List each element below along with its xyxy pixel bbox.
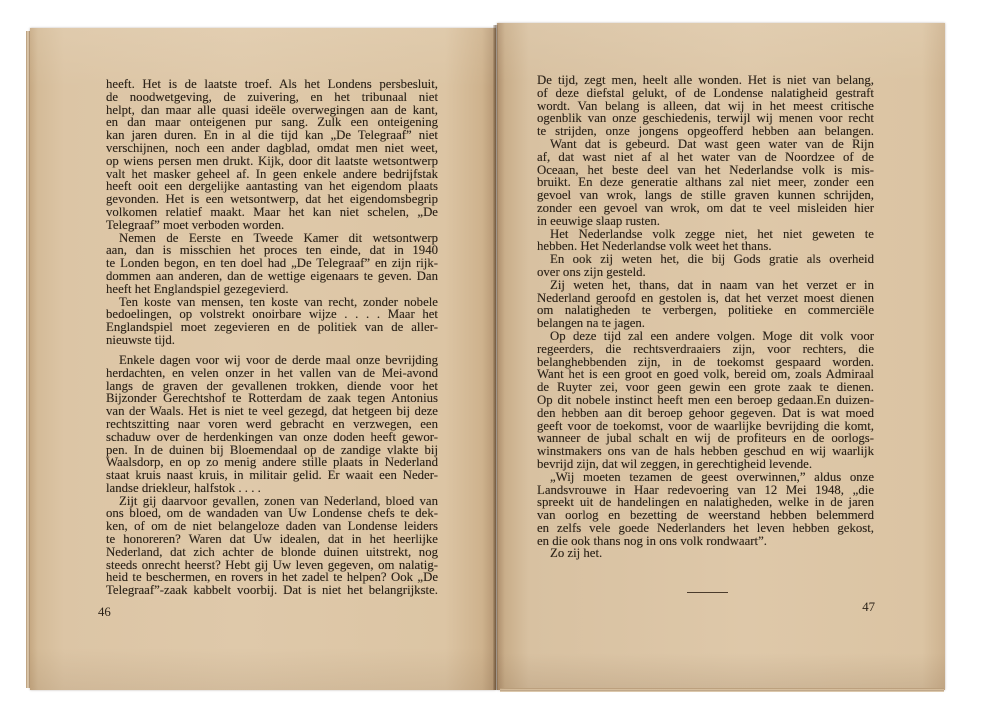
text-line: Nemen de Eerste en Tweede Kamer dit wetsontwerp <box>119 230 438 245</box>
text-line: of deze diefstal gelukt, of de Londense nalatigheid gestraft <box>537 85 874 100</box>
text-line: Oceaan, het beste deel van het Nederlandse volk is mis- <box>537 162 874 177</box>
page-left <box>30 28 496 690</box>
text-line: winstmakers ons van de hals hebben geschud en wij waarlijk <box>537 444 874 459</box>
text-line: belangen na te jagen. <box>537 316 646 331</box>
text-line: te honoreren? Waren dat Uw idealen, dat in het heerlijke <box>106 532 438 547</box>
text-line: langs de graven der gevallenen trokken, diende voor het <box>106 378 438 393</box>
paragraph <box>537 228 874 254</box>
text-line: Zo zij het. <box>550 546 603 561</box>
text-line: de noodwetgeving, de zuivering, en het tribunaal niet <box>106 89 438 104</box>
text-line: zonder een gevoel van wrok, om dat te veel misleiden hier <box>537 200 874 215</box>
text-line: en zelfs vele goede Nederlanders het leven hebben gekost, <box>537 520 874 535</box>
paragraph <box>106 232 438 296</box>
text-line: Het Nederlandse volk zegge niet, het niet geweten te <box>550 226 874 241</box>
book-spine <box>493 25 498 690</box>
text-line: nieuwste tijd. <box>106 332 175 347</box>
text-line: ogenblik van onze geschiedenis, terwijl wij menen voor recht <box>537 111 874 126</box>
text-line: De tijd, zegt men, heelt alle wonden. Het is niet van belang, <box>537 73 874 87</box>
text-line: verschijnen, noch een ander dagblad, omdat men niet weet, <box>106 140 438 155</box>
text-line: Landsvrouwe in Haar redevoering van 12 Mei 1948, „die <box>537 482 874 497</box>
text-line: spreekt uit de handelingen en nalatigheden, welke in de jaren <box>537 495 874 510</box>
text-line: op wiens persen men drukt. Kijk, door dit laatste wetsontwerp <box>106 153 438 168</box>
text-line: om nalatigheden te verbergen, politieke en commerciële <box>537 303 874 318</box>
text-line: geeft voor de toekomst, voor de waarlijke bevrijding die komt, <box>537 418 874 433</box>
text-line: van der Waals. Het is niet te veel gezegd, dat hetgeen bij deze <box>106 404 438 419</box>
text-line: heeft het Englandspiel gezegevierd. <box>106 281 289 296</box>
text-line: heeft ooit een dergelijke aantasting van het eigendom plaats <box>106 179 438 194</box>
text-line: af, dat wast niet af al het water van de Noordzee of de <box>537 149 874 164</box>
text-line: landse driekleur, halfstok . . . . <box>106 480 261 495</box>
text-line: volkomen relatief maakt. Maar het kan niet schelen, „De <box>106 204 438 219</box>
paragraph <box>537 330 874 471</box>
text-line: wanneer de jubal schalt en wij de profiteurs en de oorlogs- <box>537 431 874 446</box>
text-line: Enkele dagen voor wij voor de derde maal onze bevrijding <box>119 352 438 367</box>
text-line: regeerders, die rechtsverdraaiers zijn, voor rechters, die <box>537 341 874 356</box>
text-line: schaduw over de herdenkingen van onze doden heeft gewor- <box>106 429 438 444</box>
text-line: heeft. Het is de laatste troef. Als het Londens persbesluit, <box>106 77 438 91</box>
page-right <box>497 23 945 690</box>
text-line: pen. In de duinen bij Bloemendaal op de zandige vlakte bij <box>106 442 438 457</box>
page-text <box>106 78 438 597</box>
text-line: en die ook thans nog in ons volk rondwaart”. <box>537 533 767 548</box>
text-line: steeds onrecht heerst? Hebt gij Uw leven gegeven, om nalatig- <box>106 557 438 572</box>
paragraph <box>537 138 874 228</box>
section-end-rule <box>687 592 728 593</box>
paragraph <box>106 296 438 347</box>
text-line: Zijt gij daarvoor gevallen, zonen van Nederland, bloed van <box>119 493 438 508</box>
text-line: in eeuwige slaap rusten. <box>537 213 660 228</box>
text-line: herdachten, en velen onzer in het vallen van de Mei-avond <box>106 365 438 380</box>
text-line: aan, dan is misschien het proces ten einde, dat in 1940 <box>106 243 438 258</box>
text-line: en dan maar onteigenen pur sang. Zulk een onteigening <box>106 115 438 130</box>
text-line: belanghebbenden zijn, in de toekomst gespaard worden. <box>537 354 874 369</box>
text-line: ken, of om de niet belangeloze daden van Londense leiders <box>106 519 438 534</box>
text-line: heid te beschermen, en rovers in het zadel te helpen? Ook „De <box>106 570 438 585</box>
text-line: den hebben aan dit beroep gehoor gegeven. Dat is wat moed <box>537 405 874 420</box>
text-line: ons bloed, om de wandaden van Uw Londense chefs te dek- <box>106 506 438 521</box>
text-line: Op dit nobele instinct heeft men een beroep gedaan.En duizen- <box>537 392 874 407</box>
text-line: Telegraaf”-zaak kabbelt voorbij. Dat is niet het belangrijkste. <box>106 583 438 598</box>
text-line: rechtszitting naar voren werd gebracht en verzwegen, een <box>106 416 438 431</box>
text-line: te strijden, onze jongens opgeofferd hebben aan belangen. <box>537 124 874 139</box>
paragraph <box>106 495 438 597</box>
text-line: Waalsdorp, en op zo menig andere stille plaats in Nederland <box>106 455 438 470</box>
paragraph <box>537 547 874 560</box>
text-line: Telegraaf” moet verboden worden. <box>106 217 285 232</box>
text-line: Nederland, dat zich achter de blonde duinen uitstrekt, nog <box>106 544 438 559</box>
text-line: valt het masker geheel af. In geen enkele andere bedrijfstak <box>106 166 438 181</box>
text-line: Want dat is gebeurd. Dat wast geen water van de Rijn <box>550 136 874 151</box>
paragraph <box>106 354 438 495</box>
text-line: wordt. Van belang is alleen, dat wij in het meest critische <box>537 98 874 113</box>
text-line: kan jaren duren. En in al die tijd kan „De Telegraaf” niet <box>106 128 438 143</box>
page-number: 46 <box>98 605 111 619</box>
text-line: Englandspiel moet zegevieren en de politiek van de aller- <box>106 320 438 335</box>
paragraph <box>537 279 874 330</box>
text-line: de Ruyter zei, voor geen gewin een grote zaak te dienen. <box>537 380 874 395</box>
paragraph <box>537 253 874 279</box>
text-line: helpt, dan maar alle quasi ideële overwegingen aan de kant, <box>106 102 438 117</box>
text-line: Nederland geroofd en gestolen is, dat het verzet moest dienen <box>537 290 874 305</box>
text-line: En ook zij weten het, die bij Gods gratie als overheid <box>550 252 874 267</box>
text-line: Op deze tijd zal een andere volgen. Moge dit volk voor <box>550 328 874 343</box>
text-line: Ten koste van mensen, ten koste van recht, zonder nobele <box>119 294 438 309</box>
text-line: bruikt. En deze generatie althans zal niet meer, zonder een <box>537 175 874 190</box>
text-line: „Wij moeten tezamen de geest overwinnen,” aldus onze <box>550 469 874 484</box>
page-number: 47 <box>862 600 875 614</box>
paragraph <box>106 78 438 232</box>
paragraph <box>537 74 874 138</box>
text-line: Zij weten het, thans, dat in naam van het verzet er in <box>550 277 874 292</box>
text-line: dommen aan anderen, dan de wettige eigenaars te geven. Dan <box>106 268 438 283</box>
text-line: hebben. Het Nederlandse volk weet het thans. <box>537 239 772 254</box>
text-line: te Londen begon, en ten doel had „De Telegraaf” en zijn rijk- <box>106 256 438 271</box>
paragraph <box>537 471 874 548</box>
page-edges-bottom <box>500 688 944 692</box>
page-text <box>537 74 874 560</box>
text-line: gevoel van wrok, langs de stille graven kunnen schrijden, <box>537 188 874 203</box>
text-line: bevrijd zijn, dat wil zeggen, in gerechtigheid levende. <box>537 456 813 471</box>
text-line: bedoelingen, op volstrekt onoirbare wijze . . . . Maar het <box>106 307 438 322</box>
text-line: Want het is een groot en goed volk, bereid om, zoals Admiraal <box>537 367 874 382</box>
text-line: gevonden. Het is een wetsontwerp, dat het eigendomsbegrip <box>106 192 438 207</box>
text-line: Bijzonder Gerechtshof te Rotterdam de zaak tegen Antonius <box>106 391 438 406</box>
text-line: van oorlog en bezetting de weerstand hebben belemmerd <box>537 508 874 523</box>
text-line: over ons zijn gesteld. <box>537 264 646 279</box>
text-line: staat kruis naast kruis, in militair gelid. Er waait een Neder- <box>106 468 438 483</box>
